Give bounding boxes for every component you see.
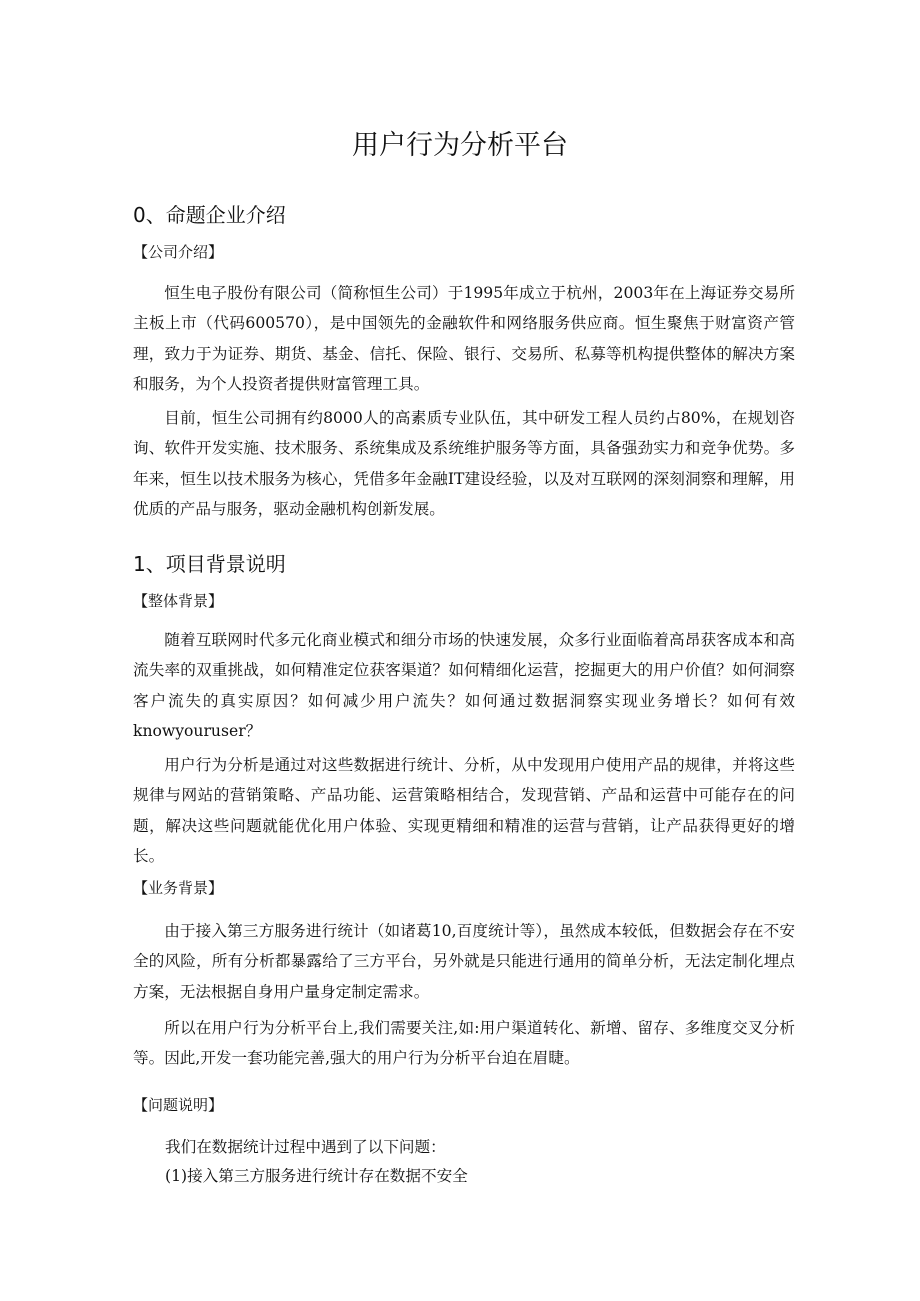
paragraph-overall-2: 用户行为分析是通过对这些数据进行统计、分析，从中发现用户使用产品的规律，并将这些规律与网站的营销策略、产品功能、运营策略相结合，发现营销、产品和运营中可能存在的问题，解决这些问题就能优化用户体验、实现更精细和精准的运营与营销，让产品获得更好的增长。 [133, 756, 795, 865]
section-heading-background: 1、项目背景说明 [133, 552, 286, 576]
paragraph-business-2: 所以在用户行为分析平台上,我们需要关注,如:用户渠道转化、新增、留存、多维度交叉分析等。因此,开发一套功能完善,强大的用户行为分析平台迫在眉睫。 [133, 1019, 795, 1068]
problem-item-1: (1)接入第三方服务进行统计存在数据不安全 [165, 1167, 468, 1185]
label-overall-background: 【整体背景】 [133, 592, 224, 610]
document-title: 用户行为分析平台 [352, 130, 568, 161]
label-problem-statement: 【问题说明】 [133, 1096, 224, 1114]
label-company-intro: 【公司介绍】 [133, 243, 224, 261]
paragraph-company-2: 目前，恒生公司拥有约8000人的高素质专业队伍，其中研发工程人员约占80%，在规划咨询、软件开发实施、技术服务、系统集成及系统维护服务等方面，具备强劲实力和竞争优势。多年来，恒生以技术服务为核心，凭借多年金融IT建设经验，以及对互联网的深刻洞察和理解，用优质的产品与服务，驱动金融机构创新发展。 [133, 409, 795, 518]
paragraph-overall-1: 随着互联网时代多元化商业模式和细分市场的快速发展，众多行业面临着高昂获客成本和高流失率的双重挑战，如何精准定位获客渠道？如何精细化运营，挖掘更大的用户价值？如何洞察客户流失的真实原因？如何减少用户流失？如何通过数据洞察实现业务增长？如何有效knowyouruser？ [133, 631, 795, 740]
problem-intro-line: 我们在数据统计过程中遇到了以下问题： [165, 1138, 446, 1156]
label-business-background: 【业务背景】 [133, 879, 224, 897]
section-heading-company: 0、命题企业介绍 [133, 203, 286, 227]
paragraph-business-1: 由于接入第三方服务进行统计（如诸葛10,百度统计等），虽然成本较低，但数据会存在不安全的风险，所有分析都暴露给了三方平台，另外就是只能进行通用的简单分析，无法定制化埋点方案，无法根据自身用户量身定制定需求。 [133, 922, 795, 1001]
paragraph-company-1: 恒生电子股份有限公司（简称恒生公司）于1995年成立于杭州，2003年在上海证券交易所主板上市（代码600570），是中国领先的金融软件和网络服务供应商。恒生聚焦于财富资产管理，致力于为证券、期货、基金、信托、保险、银行、交易所、私募等机构提供整体的解决方案和服务，为个人投资者提供财富管理工具。 [133, 284, 795, 393]
